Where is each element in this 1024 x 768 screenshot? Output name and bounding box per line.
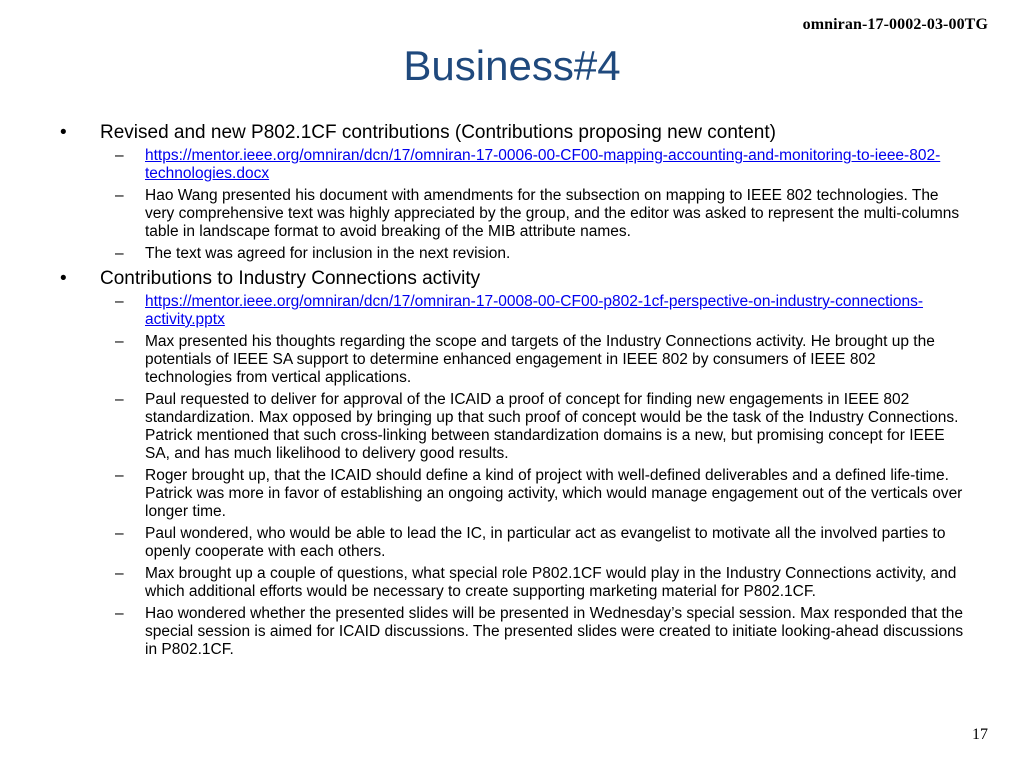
bullet-list	[0, 121, 1000, 659]
slide-body	[0, 121, 1000, 663]
sub-item	[100, 391, 1000, 463]
sub-item-text: Hao wondered whether the presented slides will be presented in Wednesday’s special session. Max responded that the special session is aimed for ICAID discussions. The presented slides were created to initiate looking-ahead discussions in P802.1CF.	[145, 605, 964, 658]
sub-item-text: Paul wondered, who would be able to lead the IC, in particular act as evangelist to motivate all the involved parties to openly cooperate with each others.	[145, 525, 946, 560]
sub-item	[100, 525, 1000, 561]
sub-item	[100, 245, 1000, 263]
bullet-text: Revised and new P802.1CF contributions (Contributions proposing new content)	[100, 122, 776, 143]
dash-icon: –	[115, 333, 124, 350]
sub-item	[100, 187, 1000, 241]
sub-item-text: Max presented his thoughts regarding the scope and targets of the Industry Connections activity. He brought up the potentials of IEEE SA support to determine enhanced engagement in IEEE 802 by consumers of IEEE 802 technologies from vertical applications.	[145, 333, 935, 386]
sub-item-text: Max brought up a couple of questions, what special role P802.1CF would play in the Industry Connections activity, and which additional efforts would be necessary to create supporting marketing material for P802.1CF.	[145, 565, 957, 600]
sub-item	[100, 333, 1000, 387]
bullet-item	[0, 267, 1000, 659]
sub-item[interactable]	[100, 293, 1000, 329]
sub-item-text: Paul requested to deliver for approval of the ICAID a proof of concept for finding new engagements in IEEE 802 standardization. Max opposed by bringing up that such proof of concept would be the task of the Industry Connections. Patrick mentioned that such cross-linking between standardization domains is a new, but promising concept for IEEE SA, and has much likelihood to delivery good results.	[145, 391, 959, 462]
sub-item-text: Roger brought up, that the ICAID should define a kind of project with well-defined deliverables and a defined life-time. Patrick was more in favor of establishing an ongoing activity, which would manage engagement out of the verticals over longer time.	[145, 467, 963, 520]
dash-icon: –	[115, 245, 124, 262]
contribution-link[interactable]: https://mentor.ieee.org/omniran/dcn/17/omniran-17-0006-00-CF00-mapping-accounting-and-monitoring-to-ieee-802-technologies.docx	[145, 147, 941, 182]
dash-icon: –	[115, 147, 124, 164]
dash-icon: –	[115, 187, 124, 204]
slide-title: Business#4	[403, 42, 621, 89]
bullet-icon: •	[60, 122, 67, 143]
page-number: 17	[972, 726, 988, 743]
dash-icon: –	[115, 565, 124, 582]
contribution-link[interactable]: https://mentor.ieee.org/omniran/dcn/17/omniran-17-0008-00-CF00-p802-1cf-perspective-on-industry-connections-activity.pptx	[145, 293, 923, 328]
sub-item-text: Hao Wang presented his document with amendments for the subsection on mapping to IEEE 802 technologies. The very comprehensive text was highly appreciated by the group, and the editor was asked to represent the multi-columns table in landscape format to avoid breaking of the MIB attribute names.	[145, 187, 960, 240]
dash-icon: –	[115, 525, 124, 542]
dash-icon: –	[115, 391, 124, 408]
sub-item	[100, 605, 1000, 659]
sub-item-text: The text was agreed for inclusion in the next revision.	[145, 245, 511, 262]
sub-item	[100, 467, 1000, 521]
sub-list	[100, 147, 1000, 263]
bullet-icon: •	[60, 268, 67, 289]
document-id: omniran-17-0002-03-00TG	[802, 16, 988, 33]
bullet-item	[0, 121, 1000, 263]
sub-item[interactable]	[100, 147, 1000, 183]
dash-icon: –	[115, 467, 124, 484]
sub-item	[100, 565, 1000, 601]
sub-list	[100, 293, 1000, 659]
dash-icon: –	[115, 293, 124, 310]
dash-icon: –	[115, 605, 124, 622]
bullet-text: Contributions to Industry Connections activity	[100, 268, 481, 289]
